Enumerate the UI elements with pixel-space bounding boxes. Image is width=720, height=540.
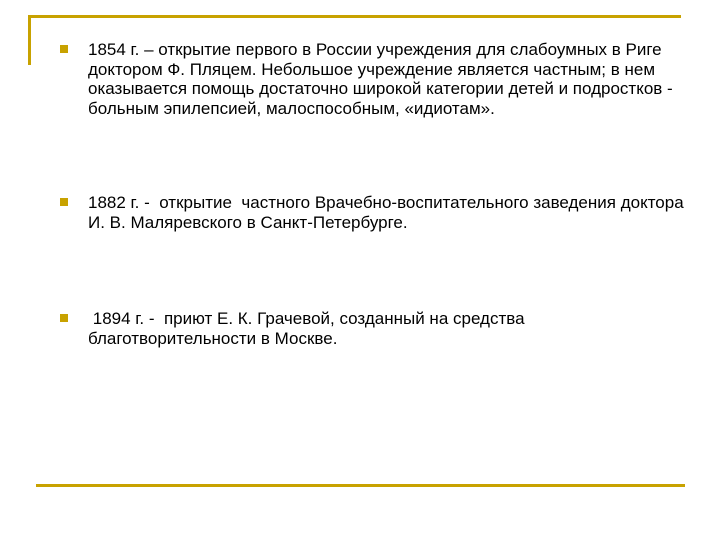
bullet-text: 1894 г. - приют Е. К. Грачевой, созданный на средства благотворительности в Москве.	[88, 309, 530, 348]
bullet-item-1882	[60, 193, 690, 232]
bullet-item-1894	[60, 309, 690, 348]
square-bullet-icon	[60, 314, 68, 322]
top-rule	[28, 15, 681, 18]
bullet-text: 1854 г. – открытие первого в России учреждения для слабоумных в Риге доктором Ф. Пляцем. Небольшое учреждение является частным; в нем оказывается помощь достаточно широкой категории детей и подростков - больным эпилепсией, малоспособным, «идиотам».	[88, 40, 678, 118]
bullet-text: 1882 г. - открытие частного Врачебно-воспитательного заведения доктора И. В. Маляревского в Санкт-Петербурге.	[88, 193, 689, 232]
bullet-item-1854	[60, 40, 690, 118]
square-bullet-icon	[60, 45, 68, 53]
bottom-rule	[36, 484, 685, 487]
left-rule	[28, 15, 31, 65]
square-bullet-icon	[60, 198, 68, 206]
